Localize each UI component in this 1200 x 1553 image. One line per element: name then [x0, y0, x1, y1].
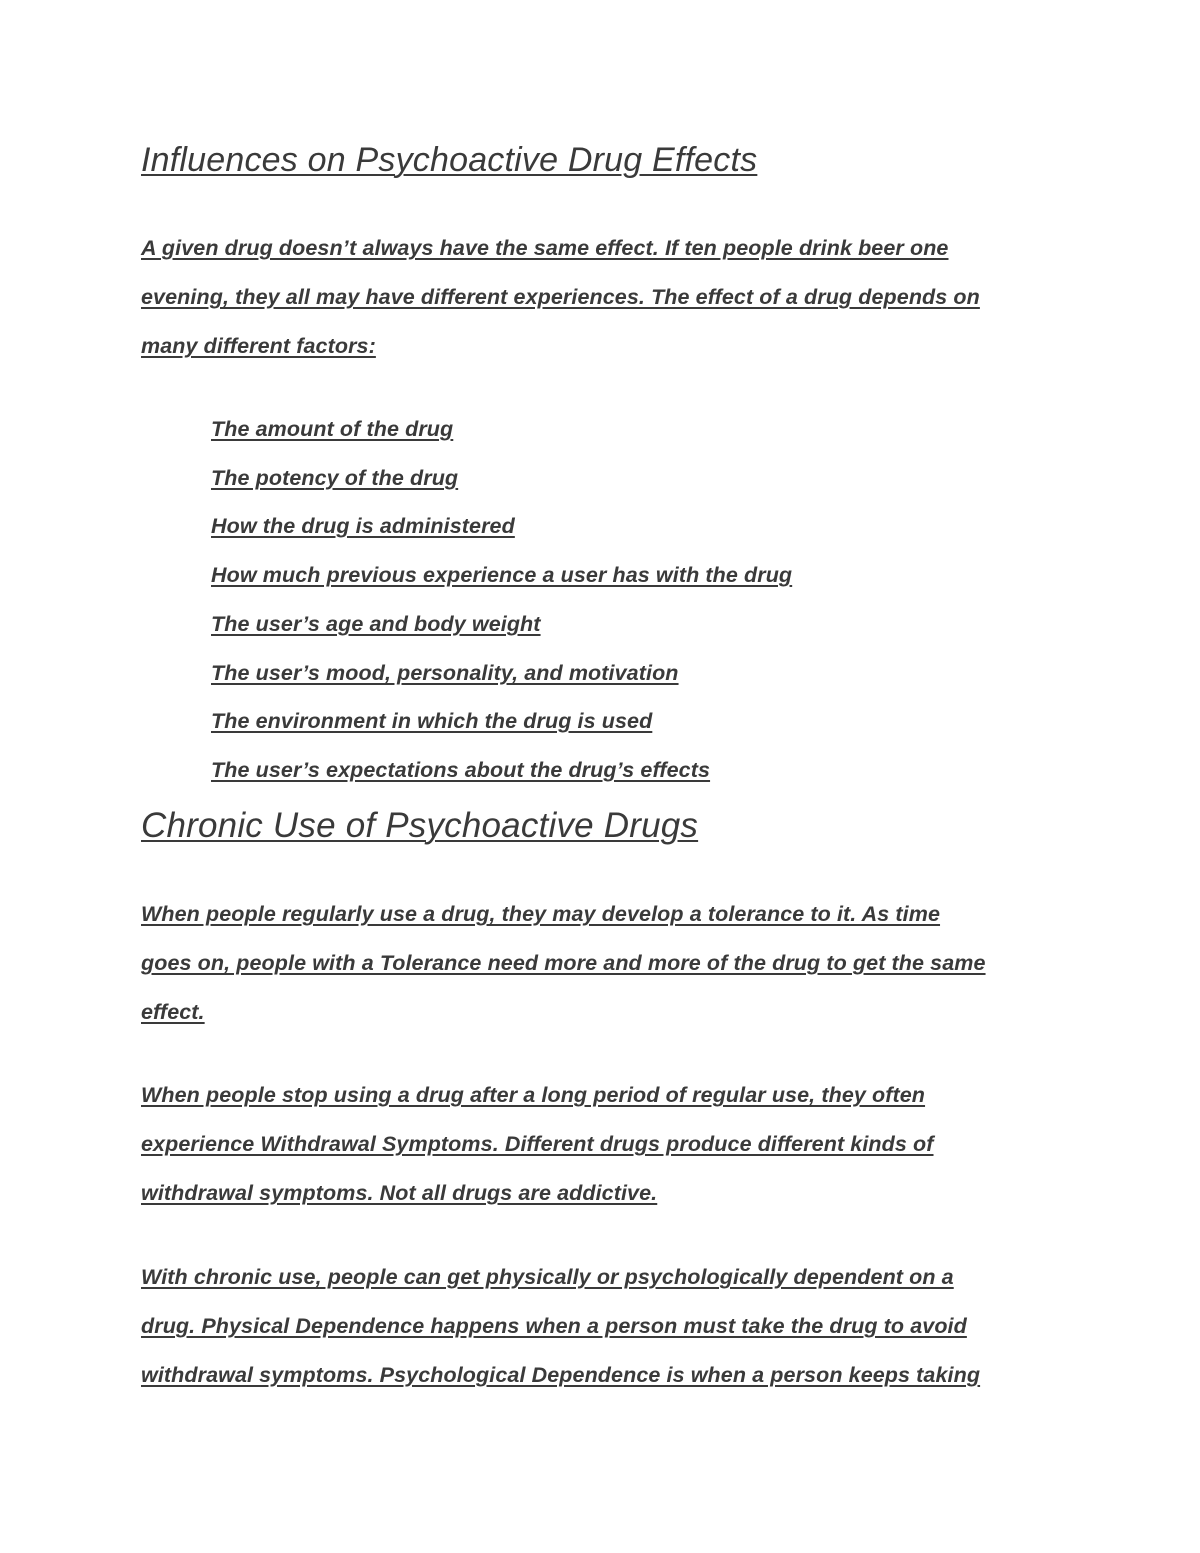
paragraph3-line-3: withdrawal symptoms. Psychological Dependence is when a person keeps taking — [141, 1363, 981, 1387]
factor-item: The environment in which the drug is used — [211, 709, 653, 733]
factor-item: The user’s mood, personality, and motivation — [211, 661, 679, 685]
paragraph2-line-1: When people stop using a drug after a long period of regular use, they often — [141, 1083, 926, 1107]
intro-line-1: A given drug doesn’t always have the same effect. If ten people drink beer one — [141, 236, 949, 260]
factor-item: The user’s expectations about the drug’s effects — [211, 758, 711, 782]
paragraph2-line-3: withdrawal symptoms. Not all drugs are addictive. — [141, 1181, 658, 1205]
intro-line-3: many different factors: — [141, 334, 376, 358]
paragraph1-line-1: When people regularly use a drug, they may develop a tolerance to it. As time — [141, 902, 941, 926]
factor-item: How the drug is administered — [211, 514, 515, 538]
factor-item: The user’s age and body weight — [211, 612, 541, 636]
paragraph1-line-2: goes on, people with a Tolerance need more and more of the drug to get the same — [141, 951, 986, 975]
paragraph3-line-2: drug. Physical Dependence happens when a person must take the drug to avoid — [141, 1314, 967, 1338]
factor-item: The amount of the drug — [211, 417, 454, 441]
factor-item: The potency of the drug — [211, 466, 459, 490]
heading-influences: Influences on Psychoactive Drug Effects — [141, 141, 758, 179]
paragraph1-line-3: effect. — [141, 1000, 205, 1024]
heading-chronic-use: Chronic Use of Psychoactive Drugs — [141, 806, 699, 845]
intro-line-2: evening, they all may have different experiences. The effect of a drug depends on — [141, 285, 980, 309]
paragraph2-line-2: experience Withdrawal Symptoms. Different drugs produce different kinds of — [141, 1132, 934, 1156]
paragraph3-line-1: With chronic use, people can get physically or psychologically dependent on a — [141, 1265, 954, 1289]
factor-item: How much previous experience a user has with the drug — [211, 563, 793, 587]
